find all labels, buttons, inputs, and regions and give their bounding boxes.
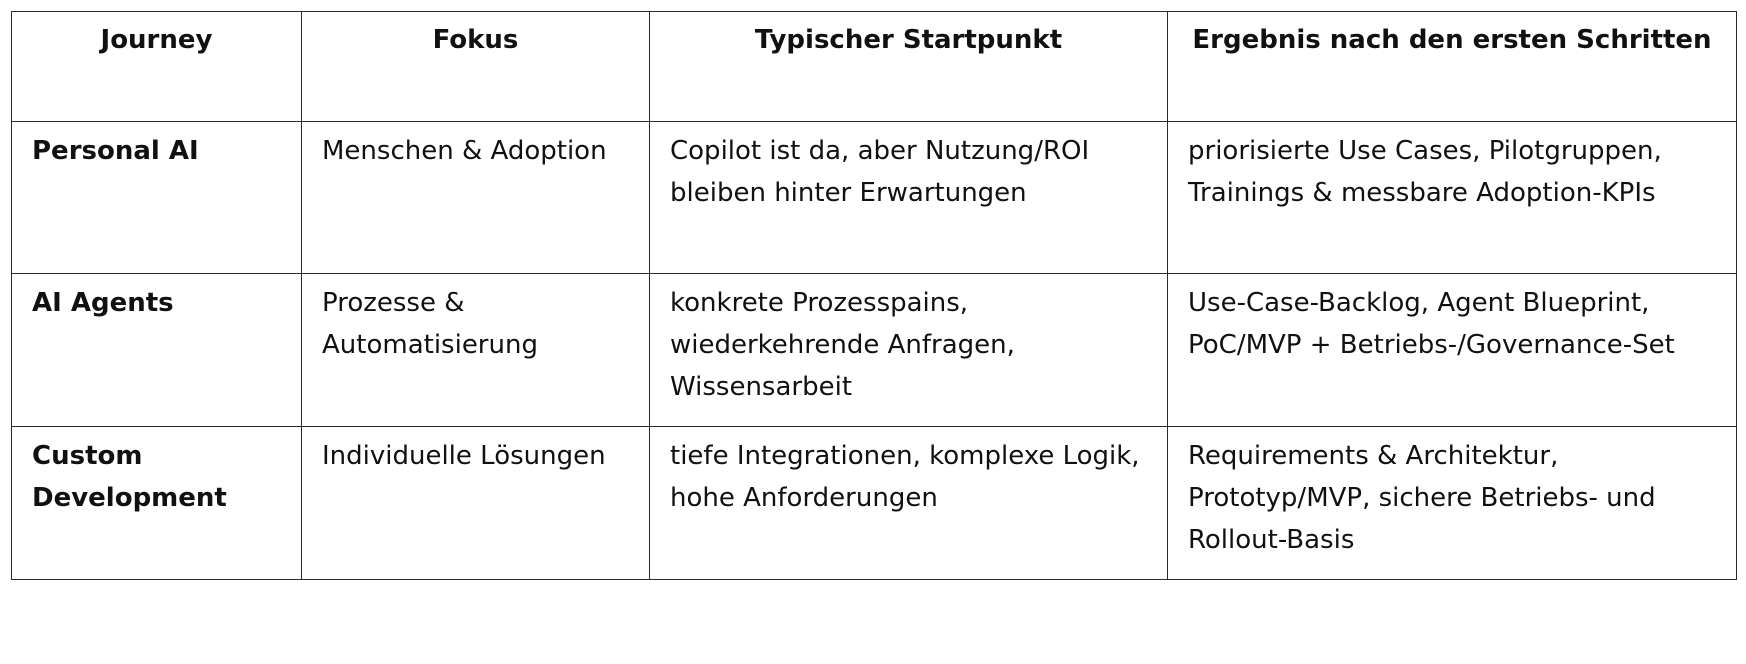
- header-startpunkt: Typischer Startpunkt: [650, 12, 1168, 122]
- cell-journey: Custom Development: [12, 427, 302, 580]
- cell-journey: Personal AI: [12, 122, 302, 274]
- cell-journey: AI Agents: [12, 274, 302, 427]
- header-journey: Journey: [12, 12, 302, 122]
- header-ergebnis: Ergebnis nach den ersten Schritten: [1168, 12, 1737, 122]
- table-row: [12, 427, 1737, 580]
- table-row: [12, 274, 1737, 427]
- cell-fokus: Individuelle Lösungen: [302, 427, 650, 580]
- cell-startpunkt: konkrete Prozesspains, wiederkehrende Anfragen, Wissensarbeit: [650, 274, 1168, 427]
- header-fokus: Fokus: [302, 12, 650, 122]
- cell-ergebnis: priorisierte Use Cases, Pilotgruppen, Trainings & messbare Adoption-KPIs: [1168, 122, 1737, 274]
- cell-startpunkt: tiefe Integrationen, komplexe Logik, hohe Anforderungen: [650, 427, 1168, 580]
- table-row: [12, 122, 1737, 274]
- cell-startpunkt: Copilot ist da, aber Nutzung/ROI bleiben hinter Erwartungen: [650, 122, 1168, 274]
- cell-fokus: Prozesse & Automatisierung: [302, 274, 650, 427]
- cell-ergebnis: Requirements & Architektur, Prototyp/MVP, sichere Betriebs- und Rollout-Basis: [1168, 427, 1737, 580]
- journey-table: [11, 11, 1737, 580]
- cell-ergebnis: Use-Case-Backlog, Agent Blueprint, PoC/MVP + Betriebs-/Governance-Set: [1168, 274, 1737, 427]
- cell-fokus: Menschen & Adoption: [302, 122, 650, 274]
- table-header-row: [12, 12, 1737, 122]
- journey-table-container: [11, 11, 1737, 580]
